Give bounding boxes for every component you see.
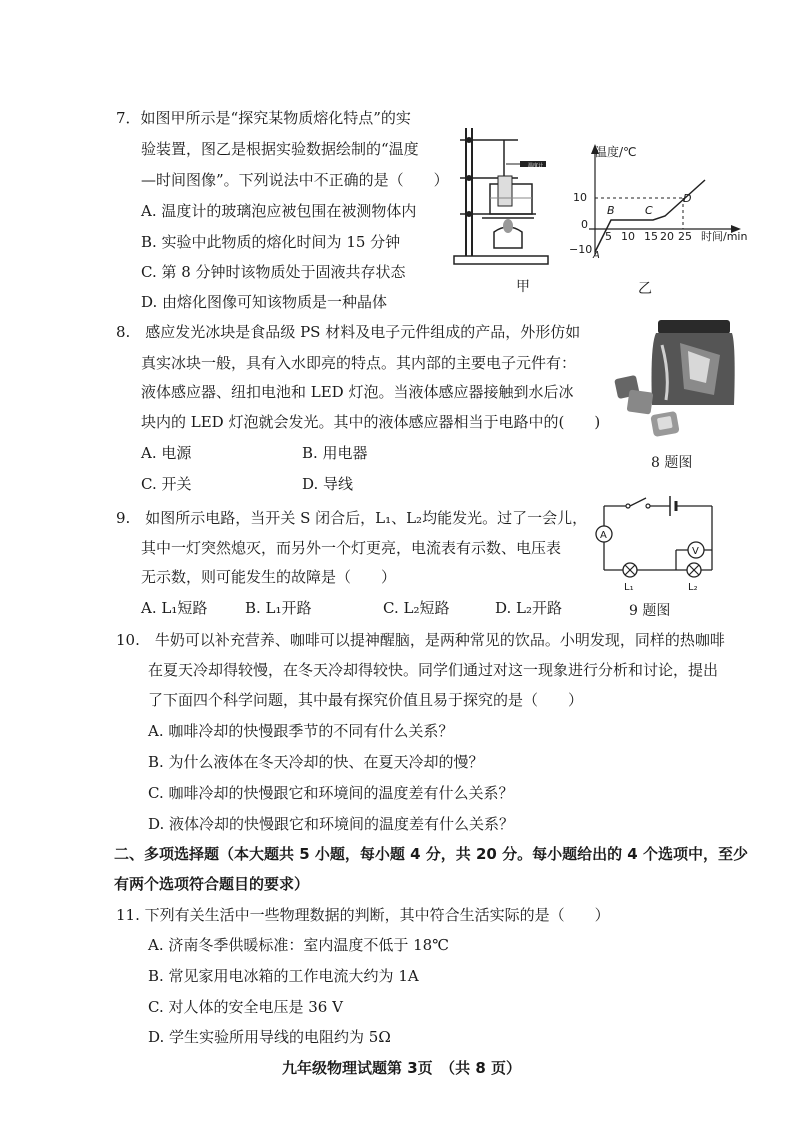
lamp-2-label: L₂ [688,582,698,593]
q9-stem-line-2: 其中一灯突然熄灭，而另外一个灯更亮，电流表有示数、电压表 [141,539,562,557]
ammeter-label: A [600,530,607,541]
q7-stem-line-1: 7．如图甲所示是“探究某物质熔化特点”的实 [116,109,411,127]
q9-option-d[interactable]: D. L₂开路 [495,599,563,617]
q10-stem-line-3: 了下面四个科学问题，其中最有探究价值且易于探究的是（ ） [148,691,584,709]
graph-point-d: D [683,192,692,205]
graph-x-tick-5: 5 [605,230,612,243]
graph-point-a: A [593,250,600,261]
q9-stem-line-1: 9. 如图所示电路，当开关 S 闭合后，L₁、L₂均能发光。过了一会儿， [116,509,588,527]
section-2-heading-line-2: 有两个选项符合题目的要求） [114,875,310,893]
figure-jia-caption: 甲 [516,279,530,295]
graph-x-tick-10: 10 [621,230,635,243]
q8-option-b[interactable]: B. 用电器 [302,444,368,462]
page-footer: 九年级物理试题第 3页 （共 8 页） [282,1059,522,1077]
section-2-heading-line-1: 二、多项选择题（本大题共 5 小题，每小题 4 分，共 20 分。每小题给出的 4 个选项中，至少 [114,845,748,863]
q9-stem-line-3: 无示数，则可能发生的故障是（ ） [141,568,397,586]
graph-y-label: 温度/℃ [595,145,637,159]
q8-option-a[interactable]: A. 电源 [141,444,192,462]
graph-x-label: 时间/min [701,230,748,243]
graph-y-tick-10: 10 [573,191,587,204]
q8-stem-line-2: 真实冰块一般，具有入水即亮的特点。其内部的主要电子元件有： [141,354,577,372]
melting-apparatus-figure [446,118,556,268]
voltmeter-label: V [692,546,699,557]
q10-option-a[interactable]: A. 咖啡冷却的快慢跟季节的不同有什么关系？ [148,722,454,740]
q11-option-a[interactable]: A. 济南冬季供暖标准：室内温度不低于 18℃ [148,936,450,954]
q8-stem-line-3: 液体感应器、纽扣电池和 LED 灯泡。当液体感应器接触到水后冰 [141,383,574,401]
circuit-diagram [590,490,720,595]
q9-option-c[interactable]: C. L₂短路 [383,599,450,617]
q7-stem-line-3: —时间图像”。下列说法中不正确的是（ ） [141,171,449,189]
q8-stem-line-1: 8. 感应发光冰块是食品级 PS 材料及电子元件组成的产品，外形仿如 [116,323,581,341]
q11-option-b[interactable]: B. 常见家用电冰箱的工作电流大约为 1A [148,967,419,985]
graph-point-b: B [607,204,615,217]
q10-option-d[interactable]: D. 液体冷却的快慢跟它和环境间的温度差有什么关系？ [148,815,515,833]
q7-option-c[interactable]: C. 第 8 分钟时该物质处于固液共存状态 [141,263,406,281]
q10-stem-line-1: 10. 牛奶可以补充营养、咖啡可以提神醒脑，是两种常见的饮品。小明发现，同样的热咖啡 [116,631,725,649]
glowing-ice-cube-photo [610,315,740,445]
q11-option-c[interactable]: C. 对人体的安全电压是 36 V [148,998,343,1016]
q10-stem-line-2: 在夏天冷却得较慢，在冬天冷却得较快。同学们通过对这一现象进行分析和讨论，提出 [148,661,719,679]
graph-x-tick-15: 15 [644,230,658,243]
q10-option-c[interactable]: C. 咖啡冷却的快慢跟它和环境间的温度差有什么关系？ [148,784,514,802]
graph-y-tick-neg10: −10 [569,243,593,256]
lamp-1-label: L₁ [624,582,634,593]
graph-x-tick-20: 20 [660,230,674,243]
q9-option-a[interactable]: A. L₁短路 [141,599,208,617]
q11-option-d[interactable]: D. 学生实验所用导线的电阻约为 5Ω [148,1028,391,1046]
figure-8-caption: 8 题图 [651,455,693,471]
figure-yi-caption: 乙 [638,281,652,297]
q7-option-a[interactable]: A. 温度计的玻璃泡应被包围在被测物体内 [141,202,417,220]
q10-option-b[interactable]: B. 为什么液体在冬天冷却的快、在夏天冷却的慢？ [148,753,484,771]
q8-option-c[interactable]: C. 开关 [141,475,192,493]
figure-9-caption: 9 题图 [629,603,671,619]
graph-y-tick-0: 0 [581,218,588,231]
thermometer-label: 温度计 [528,163,544,169]
q8-option-d[interactable]: D. 导线 [302,475,354,493]
q7-option-b[interactable]: B. 实验中此物质的熔化时间为 15 分钟 [141,233,401,251]
q7-stem-line-2: 验装置，图乙是根据实验数据绘制的“温度 [141,140,419,158]
graph-point-c: C [645,204,653,217]
q11-stem: 11. 下列有关生活中一些物理数据的判断，其中符合生活实际的是（ ） [116,906,610,924]
temperature-time-graph [555,140,755,270]
q7-option-d[interactable]: D. 由熔化图像可知该物质是一种晶体 [141,293,388,311]
graph-x-tick-25: 25 [678,230,692,243]
q9-option-b[interactable]: B. L₁开路 [245,599,312,617]
q8-stem-line-4: 块内的 LED 灯泡就会发光。其中的液体感应器相当于电路中的( ) [141,413,601,431]
